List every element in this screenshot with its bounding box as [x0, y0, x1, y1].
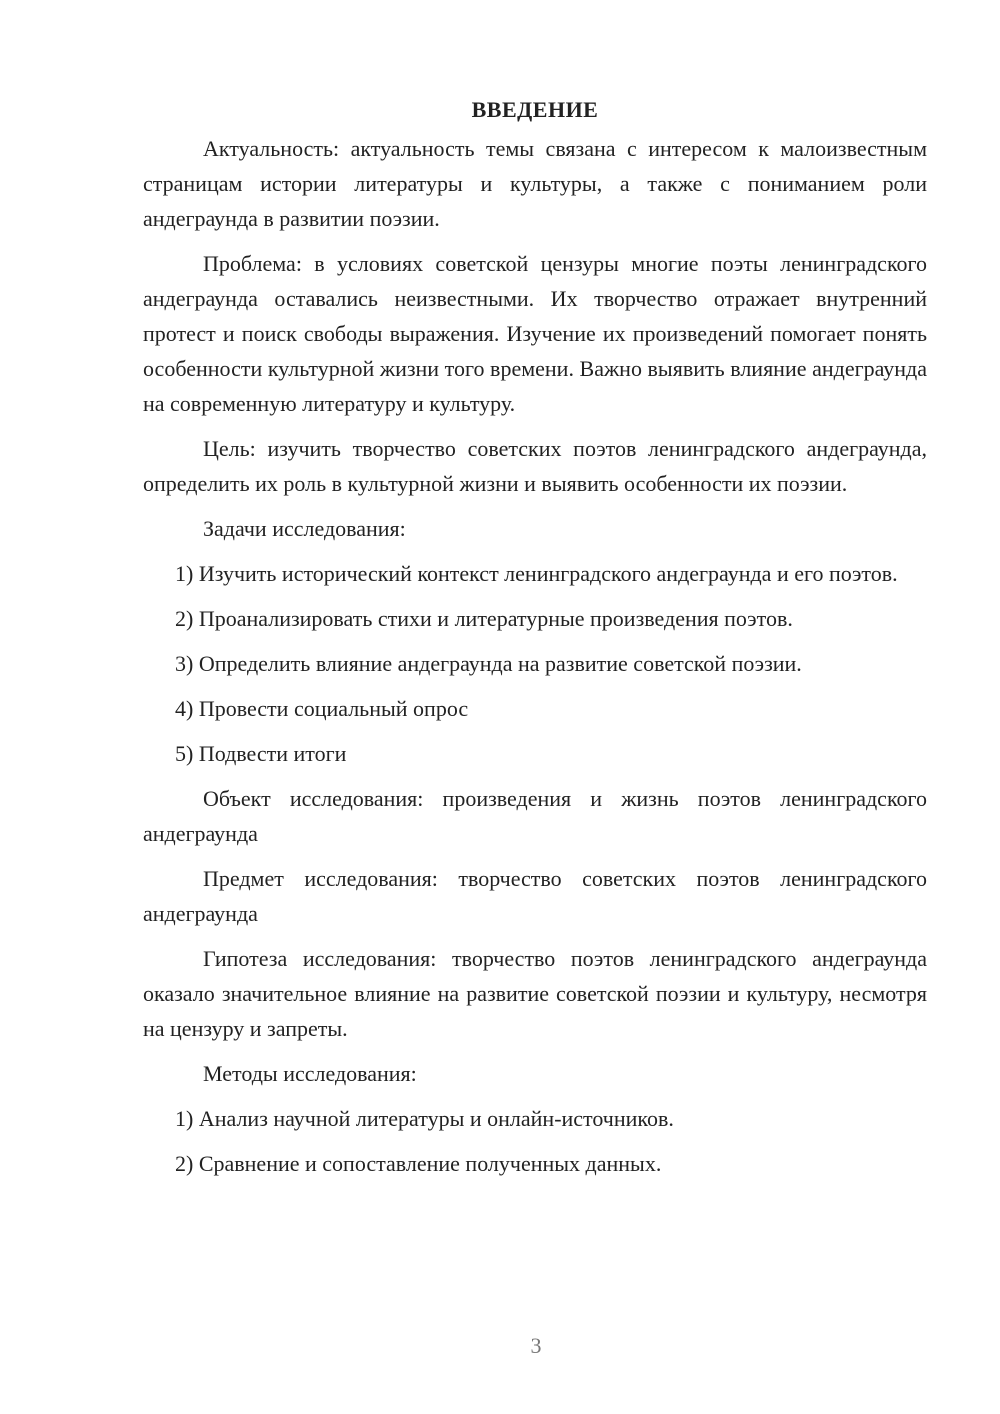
task-item-5: 5) Подвести итоги: [175, 741, 347, 766]
method-item-1: 1) Анализ научной литературы и онлайн-источников.: [175, 1106, 674, 1131]
task-item-1: 1) Изучить исторический контекст ленинградского андеграунда и его поэтов.: [175, 561, 898, 586]
goal-paragraph: Цель: изучить творчество советских поэтов ленинградского андеграунда, определить их роль в культурной жизни и выявить особенности их поэзии.: [143, 436, 927, 496]
methods-title: Методы исследования:: [203, 1061, 417, 1086]
page-content: [143, 95, 927, 1191]
task-item-3: 3) Определить влияние андеграунда на развитие советской поэзии.: [175, 651, 802, 676]
page-heading: ВВЕДЕНИЕ: [471, 97, 599, 122]
object-paragraph: Объект исследования: произведения и жизнь поэтов ленинградского андеграунда: [143, 786, 927, 846]
task-item-2: 2) Проанализировать стихи и литературные произведения поэтов.: [175, 606, 793, 631]
page-number: 3: [530, 1333, 542, 1358]
hypothesis-paragraph: Гипотеза исследования: творчество поэтов ленинградского андеграунда оказало значительное влияние на развитие советской поэзии и культуру, несмотря на цензуру и запреты.: [143, 946, 927, 1041]
subject-paragraph: Предмет исследования: творчество советских поэтов ленинградского андеграунда: [143, 866, 927, 926]
method-item-2: 2) Сравнение и сопоставление полученных данных.: [175, 1151, 662, 1176]
relevance-paragraph: Актуальность: актуальность темы связана с интересом к малоизвестным страницам истории литературы и культуры, а также с пониманием роли андеграунда в развитии поэзии.: [143, 136, 927, 231]
tasks-title: Задачи исследования:: [203, 516, 406, 541]
task-item-4: 4) Провести социальный опрос: [175, 696, 469, 721]
problem-paragraph: Проблема: в условиях советской цензуры многие поэты ленинградского андеграунда оставались неизвестными. Их творчество отражает внутренний протест и поиск свободы выражения. Изучение их произведений помогает понять особенности культурной жизни того времени. Важно выявить влияние андеграунда на современную литературу и культуру.: [143, 251, 927, 416]
